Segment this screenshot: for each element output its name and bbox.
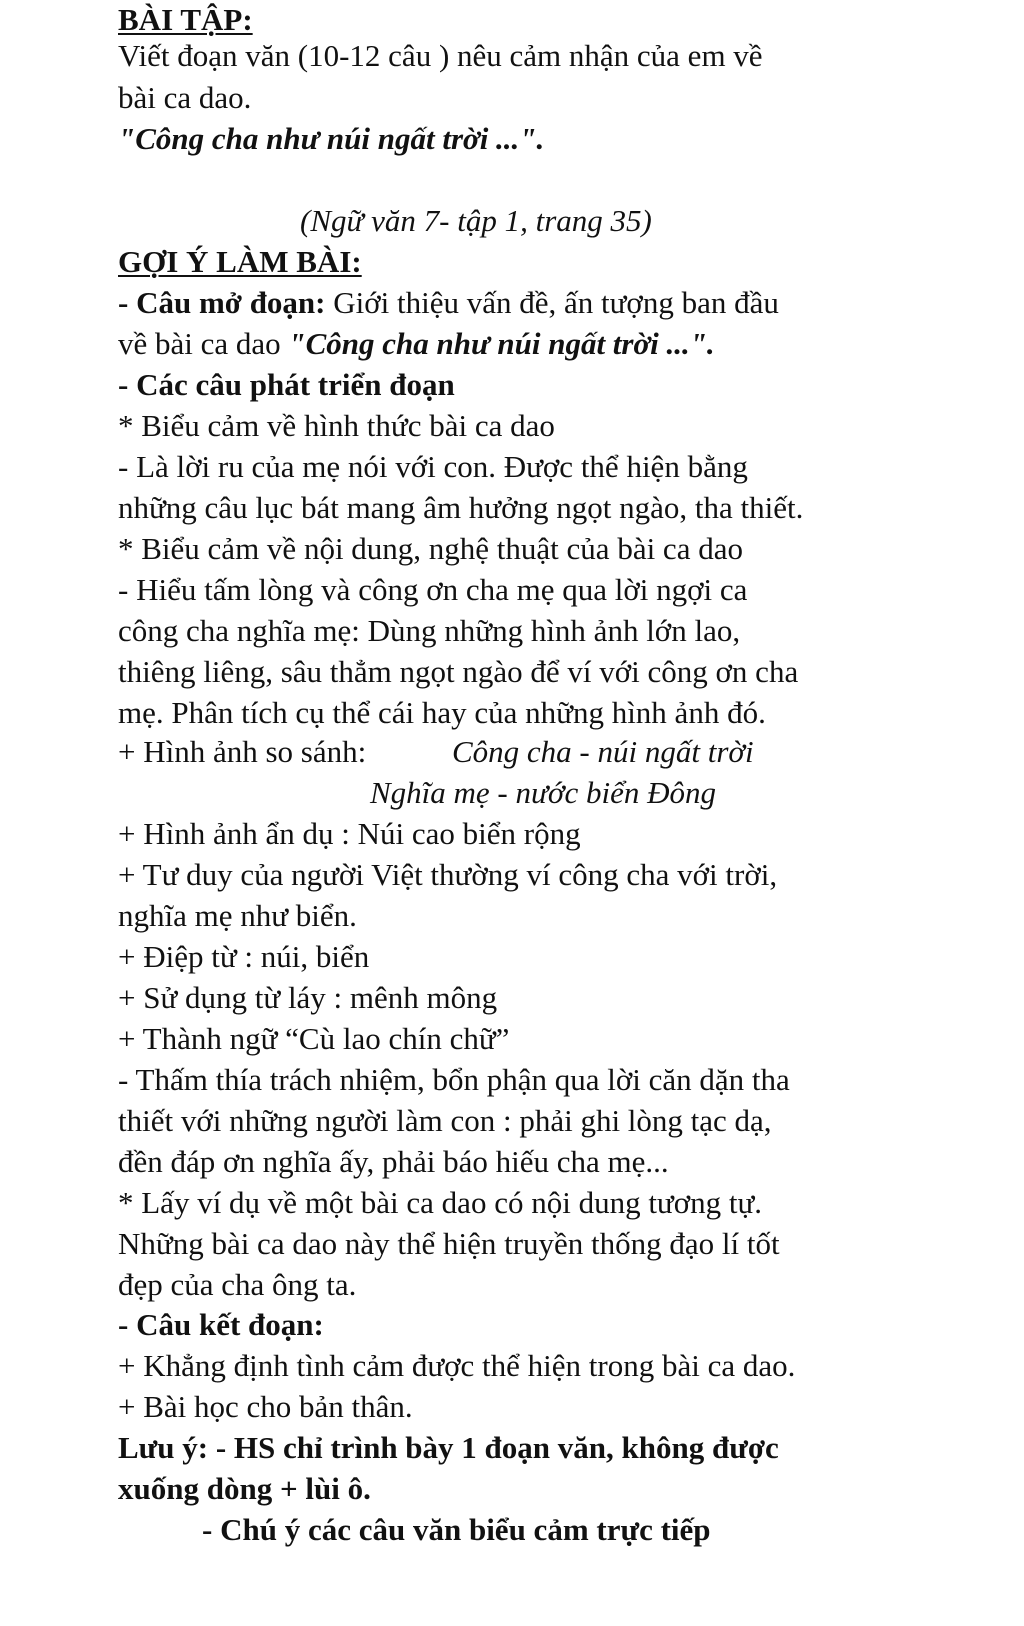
note-line1: Lưu ý: - HS chỉ trình bày 1 đoạn văn, không được (118, 1430, 779, 1465)
closing-1: + Khẳng định tình cảm được thể hiện trong bài ca dao. (118, 1348, 796, 1383)
closing-2: + Bài học cho bản thân. (118, 1389, 413, 1424)
opening-label: - Câu mở đoạn: (118, 285, 326, 320)
duty-line1: - Thấm thía trách nhiệm, bổn phận qua lời căn dặn tha (118, 1062, 790, 1097)
content-star: * Biểu cảm về nội dung, nghệ thuật của bài ca dao (118, 531, 743, 566)
opening-line1 (118, 285, 779, 321)
closing-label: - Câu kết đoạn: (118, 1307, 324, 1342)
opening-poem-title: "Công cha như núi ngất trời ...". (288, 326, 715, 361)
opening-text: Giới thiệu vấn đề, ấn tượng ban đầu (325, 285, 779, 320)
form-line1: - Là lời ru của mẹ nói với con. Được thể hiện bằng (118, 449, 748, 484)
example-line1: * Lấy ví dụ về một bài ca dao có nội dung tương tự. (118, 1185, 763, 1220)
guide-heading: GỢI Ý LÀM BÀI: (118, 244, 362, 279)
development-label: - Các câu phát triển đoạn (118, 367, 455, 402)
example-line2: Những bài ca dao này thể hiện truyền thống đạo lí tốt (118, 1226, 780, 1261)
content-line3: thiêng liêng, sâu thẳm ngọt ngào để ví với công ơn cha (118, 654, 799, 689)
exercise-heading: BÀI TẬP: (118, 2, 253, 37)
exercise-prompt-line1: Viết đoạn văn (10-12 câu ) nêu cảm nhận của em về (118, 38, 763, 73)
metaphor: + Hình ảnh ẩn dụ : Núi cao biển rộng (118, 816, 581, 851)
content-line4: mẹ. Phân tích cụ thể cái hay của những hình ảnh đó. (118, 695, 766, 730)
thinking-line2: nghĩa mẹ như biển. (118, 898, 357, 933)
content-line2: công cha nghĩa mẹ: Dùng những hình ảnh lớn lao, (118, 613, 741, 648)
thinking-line1: + Tư duy của người Việt thường ví công cha với trời, (118, 857, 778, 892)
poem-title: "Công cha như núi ngất trời ...". (118, 121, 545, 156)
reduplicative: + Sử dụng từ láy : mênh mông (118, 980, 498, 1015)
opening-line2-prefix: về bài ca dao (118, 326, 289, 361)
content-line1: - Hiểu tấm lòng và công ơn cha mẹ qua lời ngợi ca (118, 572, 748, 607)
form-line2: những câu lục bát mang âm hưởng ngọt ngào, tha thiết. (118, 490, 804, 525)
comparison-1: Công cha - núi ngất trời (452, 734, 754, 769)
source-citation: (Ngữ văn 7- tập 1, trang 35) (300, 203, 652, 238)
note-line2: xuống dòng + lùi ô. (118, 1471, 371, 1506)
comparison-2: Nghĩa mẹ - nước biển Đông (370, 775, 716, 810)
comparison-label: + Hình ảnh so sánh: (118, 734, 367, 769)
exercise-prompt-line2: bài ca dao. (118, 80, 252, 115)
idiom: + Thành ngữ “Cù lao chín chữ” (118, 1021, 510, 1056)
note-line3: - Chú ý các câu văn biểu cảm trực tiếp (202, 1512, 711, 1547)
form-star: * Biểu cảm về hình thức bài ca dao (118, 408, 555, 443)
opening-line2 (118, 326, 715, 362)
duty-line3: đền đáp ơn nghĩa ấy, phải báo hiếu cha mẹ... (118, 1144, 669, 1179)
duty-line2: thiết với những người làm con : phải ghi lòng tạc dạ, (118, 1103, 772, 1138)
example-line3: đẹp của cha ông ta. (118, 1267, 357, 1302)
repetition: + Điệp từ : núi, biển (118, 939, 370, 974)
